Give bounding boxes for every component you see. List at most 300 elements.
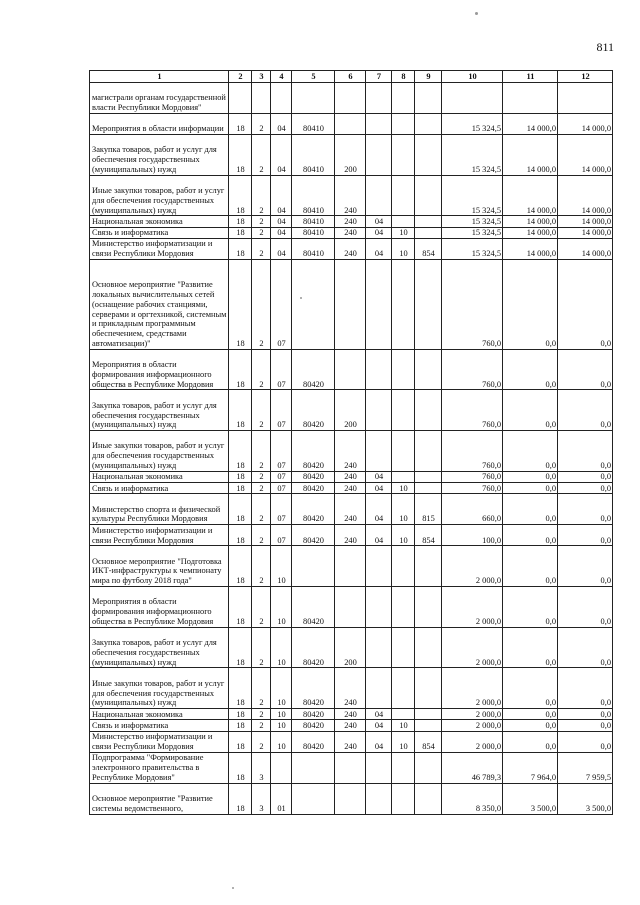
value-cell: 200 bbox=[335, 627, 366, 668]
value-cell: 3 500,0 bbox=[503, 783, 558, 814]
table-row bbox=[90, 134, 613, 175]
value-cell: 07 bbox=[271, 525, 292, 546]
value-cell: 760,0 bbox=[442, 390, 503, 431]
value-cell bbox=[558, 83, 613, 114]
column-header: 7 bbox=[366, 71, 392, 83]
table-body bbox=[90, 83, 613, 815]
value-cell bbox=[392, 83, 415, 114]
value-cell: 18 bbox=[229, 709, 252, 720]
value-cell: 2 bbox=[252, 546, 271, 587]
value-cell: 04 bbox=[366, 709, 392, 720]
value-cell: 10 bbox=[271, 587, 292, 628]
value-cell: 14 000,0 bbox=[503, 113, 558, 134]
row-name-cell: Мероприятия в области формирования информационного общества в Республике Мордовия bbox=[90, 349, 229, 390]
value-cell: 100,0 bbox=[442, 525, 503, 546]
value-cell bbox=[366, 783, 392, 814]
value-cell bbox=[366, 587, 392, 628]
table-row bbox=[90, 113, 613, 134]
value-cell bbox=[366, 83, 392, 114]
value-cell: 10 bbox=[392, 483, 415, 494]
column-header: 8 bbox=[392, 71, 415, 83]
value-cell: 2 bbox=[252, 494, 271, 525]
value-cell bbox=[366, 260, 392, 350]
value-cell: 240 bbox=[335, 238, 366, 259]
table-row bbox=[90, 260, 613, 350]
value-cell: 14 000,0 bbox=[558, 216, 613, 227]
value-cell: 2 bbox=[252, 587, 271, 628]
column-header: 2 bbox=[229, 71, 252, 83]
value-cell bbox=[392, 471, 415, 482]
value-cell: 15 324,5 bbox=[442, 227, 503, 238]
value-cell: 2 bbox=[252, 471, 271, 482]
column-header: 5 bbox=[292, 71, 335, 83]
value-cell: 18 bbox=[229, 216, 252, 227]
value-cell: 2 bbox=[252, 720, 271, 731]
value-cell bbox=[392, 390, 415, 431]
value-cell: 0,0 bbox=[503, 525, 558, 546]
value-cell bbox=[415, 627, 442, 668]
value-cell: 04 bbox=[366, 483, 392, 494]
scan-mark bbox=[475, 12, 478, 15]
value-cell: 240 bbox=[335, 720, 366, 731]
value-cell: 04 bbox=[271, 113, 292, 134]
value-cell bbox=[366, 349, 392, 390]
value-cell: 18 bbox=[229, 546, 252, 587]
value-cell: 15 324,5 bbox=[442, 175, 503, 216]
value-cell: 15 324,5 bbox=[442, 238, 503, 259]
value-cell bbox=[292, 752, 335, 783]
value-cell: 80410 bbox=[292, 216, 335, 227]
value-cell: 80420 bbox=[292, 720, 335, 731]
value-cell: 18 bbox=[229, 175, 252, 216]
value-cell: 760,0 bbox=[442, 349, 503, 390]
value-cell: 04 bbox=[271, 238, 292, 259]
table-row bbox=[90, 546, 613, 587]
value-cell: 0,0 bbox=[503, 668, 558, 709]
value-cell bbox=[366, 175, 392, 216]
page-number: 811 bbox=[596, 40, 614, 54]
value-cell: 80420 bbox=[292, 494, 335, 525]
value-cell: 07 bbox=[271, 494, 292, 525]
value-cell bbox=[366, 390, 392, 431]
value-cell bbox=[392, 546, 415, 587]
value-cell: 2 000,0 bbox=[442, 587, 503, 628]
value-cell bbox=[366, 752, 392, 783]
value-cell: 46 789,3 bbox=[442, 752, 503, 783]
value-cell: 80420 bbox=[292, 709, 335, 720]
table-row bbox=[90, 390, 613, 431]
budget-table bbox=[89, 70, 613, 815]
value-cell: 15 324,5 bbox=[442, 113, 503, 134]
table-row bbox=[90, 431, 613, 472]
value-cell: 2 bbox=[252, 709, 271, 720]
value-cell: 2 bbox=[252, 431, 271, 472]
value-cell: 18 bbox=[229, 627, 252, 668]
value-cell: 2 000,0 bbox=[442, 546, 503, 587]
value-cell bbox=[415, 431, 442, 472]
value-cell: 2 bbox=[252, 227, 271, 238]
value-cell: 0,0 bbox=[558, 260, 613, 350]
table-row bbox=[90, 709, 613, 720]
value-cell: 0,0 bbox=[503, 627, 558, 668]
value-cell: 04 bbox=[366, 720, 392, 731]
value-cell: 18 bbox=[229, 238, 252, 259]
value-cell: 10 bbox=[271, 668, 292, 709]
value-cell: 14 000,0 bbox=[558, 113, 613, 134]
value-cell: 0,0 bbox=[558, 587, 613, 628]
value-cell: 760,0 bbox=[442, 483, 503, 494]
value-cell bbox=[292, 83, 335, 114]
value-cell: 18 bbox=[229, 587, 252, 628]
row-name-cell: Национальная экономика bbox=[90, 709, 229, 720]
value-cell: 0,0 bbox=[558, 483, 613, 494]
value-cell: 7 959,5 bbox=[558, 752, 613, 783]
column-header: 12 bbox=[558, 71, 613, 83]
value-cell: 80410 bbox=[292, 134, 335, 175]
row-name-cell: Министерство информатизации и связи Республики Мордовия bbox=[90, 238, 229, 259]
row-name-cell: магистрали органам государственной власти Республики Мордовия" bbox=[90, 83, 229, 114]
row-name-cell: Национальная экономика bbox=[90, 216, 229, 227]
column-header: 10 bbox=[442, 71, 503, 83]
value-cell: 18 bbox=[229, 431, 252, 472]
row-name-cell: Связь и информатика bbox=[90, 720, 229, 731]
value-cell bbox=[366, 546, 392, 587]
row-name-cell: Иные закупки товаров, работ и услуг для обеспечения государственных (муниципальных) нужд bbox=[90, 175, 229, 216]
value-cell bbox=[252, 83, 271, 114]
value-cell: 80410 bbox=[292, 175, 335, 216]
value-cell: 14 000,0 bbox=[503, 227, 558, 238]
value-cell: 18 bbox=[229, 483, 252, 494]
value-cell: 0,0 bbox=[558, 525, 613, 546]
value-cell bbox=[335, 349, 366, 390]
value-cell: 10 bbox=[271, 709, 292, 720]
column-header: 9 bbox=[415, 71, 442, 83]
value-cell: 80420 bbox=[292, 431, 335, 472]
value-cell bbox=[415, 546, 442, 587]
value-cell: 0,0 bbox=[558, 668, 613, 709]
value-cell bbox=[392, 709, 415, 720]
row-name-cell: Министерство информатизации и связи Республики Мордовия bbox=[90, 731, 229, 752]
value-cell bbox=[392, 260, 415, 350]
value-cell: 80420 bbox=[292, 471, 335, 482]
table-row bbox=[90, 731, 613, 752]
value-cell: 80420 bbox=[292, 483, 335, 494]
value-cell bbox=[415, 227, 442, 238]
value-cell: 0,0 bbox=[558, 390, 613, 431]
value-cell bbox=[392, 175, 415, 216]
value-cell: 04 bbox=[366, 227, 392, 238]
value-cell: 2 bbox=[252, 525, 271, 546]
value-cell bbox=[503, 83, 558, 114]
value-cell: 18 bbox=[229, 752, 252, 783]
value-cell: 815 bbox=[415, 494, 442, 525]
value-cell: 18 bbox=[229, 349, 252, 390]
column-header: 3 bbox=[252, 71, 271, 83]
value-cell: 200 bbox=[335, 390, 366, 431]
value-cell: 3 bbox=[252, 752, 271, 783]
value-cell: 760,0 bbox=[442, 471, 503, 482]
value-cell: 04 bbox=[366, 238, 392, 259]
value-cell: 14 000,0 bbox=[558, 175, 613, 216]
value-cell bbox=[415, 216, 442, 227]
row-name-cell: Министерство спорта и физической культуры Республики Мордовия bbox=[90, 494, 229, 525]
value-cell: 0,0 bbox=[558, 349, 613, 390]
value-cell: 240 bbox=[335, 483, 366, 494]
row-name-cell: Мероприятия в области информации bbox=[90, 113, 229, 134]
value-cell: 240 bbox=[335, 175, 366, 216]
row-name-cell: Основное мероприятие "Развитие локальных вычислительных сетей (оснащение рабочих станциями, серверами и оргтехникой, системным и прикладным программным обеспечением, средствами автоматизации)" bbox=[90, 260, 229, 350]
value-cell: 80420 bbox=[292, 349, 335, 390]
table-row bbox=[90, 525, 613, 546]
value-cell: 07 bbox=[271, 349, 292, 390]
value-cell: 2 bbox=[252, 349, 271, 390]
value-cell: 2 bbox=[252, 134, 271, 175]
value-cell bbox=[392, 752, 415, 783]
value-cell: 10 bbox=[392, 227, 415, 238]
value-cell bbox=[271, 83, 292, 114]
table-row bbox=[90, 783, 613, 814]
value-cell: 0,0 bbox=[503, 587, 558, 628]
value-cell bbox=[335, 587, 366, 628]
value-cell: 04 bbox=[271, 175, 292, 216]
value-cell bbox=[415, 668, 442, 709]
value-cell: 760,0 bbox=[442, 260, 503, 350]
value-cell: 240 bbox=[335, 731, 366, 752]
value-cell: 18 bbox=[229, 227, 252, 238]
value-cell: 18 bbox=[229, 731, 252, 752]
value-cell bbox=[392, 216, 415, 227]
table-row bbox=[90, 227, 613, 238]
value-cell bbox=[415, 113, 442, 134]
value-cell: 04 bbox=[366, 494, 392, 525]
value-cell: 10 bbox=[271, 731, 292, 752]
row-name-cell: Закупка товаров, работ и услуг для обеспечения государственных (муниципальных) нужд bbox=[90, 134, 229, 175]
value-cell bbox=[366, 431, 392, 472]
column-header: 4 bbox=[271, 71, 292, 83]
value-cell bbox=[366, 113, 392, 134]
value-cell: 3 bbox=[252, 783, 271, 814]
value-cell: 2 bbox=[252, 390, 271, 431]
value-cell bbox=[415, 471, 442, 482]
value-cell bbox=[271, 752, 292, 783]
value-cell: 0,0 bbox=[503, 546, 558, 587]
value-cell bbox=[392, 113, 415, 134]
value-cell bbox=[392, 134, 415, 175]
value-cell: 2 000,0 bbox=[442, 627, 503, 668]
value-cell: 854 bbox=[415, 238, 442, 259]
value-cell bbox=[392, 587, 415, 628]
value-cell bbox=[335, 546, 366, 587]
value-cell bbox=[415, 175, 442, 216]
value-cell: 04 bbox=[271, 227, 292, 238]
table-row bbox=[90, 216, 613, 227]
value-cell: 0,0 bbox=[503, 349, 558, 390]
value-cell bbox=[392, 431, 415, 472]
value-cell bbox=[415, 587, 442, 628]
value-cell bbox=[392, 783, 415, 814]
column-header: 11 bbox=[503, 71, 558, 83]
value-cell: 04 bbox=[366, 731, 392, 752]
value-cell: 07 bbox=[271, 390, 292, 431]
value-cell bbox=[229, 83, 252, 114]
value-cell bbox=[292, 783, 335, 814]
value-cell: 200 bbox=[335, 134, 366, 175]
value-cell bbox=[415, 83, 442, 114]
value-cell: 2 bbox=[252, 238, 271, 259]
table-row bbox=[90, 720, 613, 731]
value-cell: 07 bbox=[271, 260, 292, 350]
value-cell bbox=[335, 113, 366, 134]
value-cell: 0,0 bbox=[503, 471, 558, 482]
value-cell bbox=[292, 546, 335, 587]
value-cell: 04 bbox=[271, 216, 292, 227]
value-cell bbox=[392, 349, 415, 390]
value-cell: 2 bbox=[252, 731, 271, 752]
value-cell: 80420 bbox=[292, 627, 335, 668]
value-cell: 240 bbox=[335, 216, 366, 227]
value-cell: 04 bbox=[366, 216, 392, 227]
value-cell: 0,0 bbox=[503, 731, 558, 752]
value-cell: 240 bbox=[335, 494, 366, 525]
value-cell: 14 000,0 bbox=[503, 238, 558, 259]
row-name-cell: Иные закупки товаров, работ и услуг для обеспечения государственных (муниципальных) нужд bbox=[90, 431, 229, 472]
value-cell bbox=[415, 752, 442, 783]
value-cell bbox=[366, 668, 392, 709]
value-cell: 2 bbox=[252, 175, 271, 216]
value-cell: 80420 bbox=[292, 390, 335, 431]
value-cell bbox=[366, 627, 392, 668]
value-cell: 04 bbox=[271, 134, 292, 175]
value-cell: 80420 bbox=[292, 587, 335, 628]
value-cell: 240 bbox=[335, 471, 366, 482]
value-cell: 10 bbox=[392, 731, 415, 752]
table-row bbox=[90, 494, 613, 525]
row-name-cell: Иные закупки товаров, работ и услуг для обеспечения государственных (муниципальных) нужд bbox=[90, 668, 229, 709]
value-cell: 2 bbox=[252, 216, 271, 227]
value-cell: 07 bbox=[271, 483, 292, 494]
value-cell: 15 324,5 bbox=[442, 216, 503, 227]
value-cell: 240 bbox=[335, 525, 366, 546]
value-cell: 07 bbox=[271, 431, 292, 472]
value-cell: 10 bbox=[392, 238, 415, 259]
value-cell: 3 500,0 bbox=[558, 783, 613, 814]
value-cell: 854 bbox=[415, 731, 442, 752]
row-name-cell: Мероприятия в области формирования информационного общества в Республике Мордовия bbox=[90, 587, 229, 628]
value-cell: 0,0 bbox=[558, 471, 613, 482]
value-cell: 0,0 bbox=[503, 709, 558, 720]
value-cell: 18 bbox=[229, 720, 252, 731]
value-cell: 10 bbox=[392, 720, 415, 731]
value-cell: 18 bbox=[229, 471, 252, 482]
value-cell bbox=[415, 483, 442, 494]
value-cell: 14 000,0 bbox=[503, 175, 558, 216]
value-cell: 04 bbox=[366, 471, 392, 482]
value-cell: 0,0 bbox=[503, 260, 558, 350]
scan-mark bbox=[300, 297, 302, 299]
value-cell: 2 000,0 bbox=[442, 668, 503, 709]
value-cell bbox=[415, 783, 442, 814]
value-cell: 04 bbox=[366, 525, 392, 546]
row-name-cell: Национальная экономика bbox=[90, 471, 229, 482]
value-cell bbox=[335, 260, 366, 350]
value-cell: 0,0 bbox=[558, 731, 613, 752]
value-cell: 18 bbox=[229, 494, 252, 525]
value-cell bbox=[335, 783, 366, 814]
row-name-cell: Закупка товаров, работ и услуг для обеспечения государственных (муниципальных) нужд bbox=[90, 627, 229, 668]
value-cell: 01 bbox=[271, 783, 292, 814]
value-cell: 240 bbox=[335, 227, 366, 238]
value-cell bbox=[415, 709, 442, 720]
value-cell: 14 000,0 bbox=[558, 134, 613, 175]
value-cell: 18 bbox=[229, 113, 252, 134]
table-row bbox=[90, 587, 613, 628]
value-cell bbox=[415, 260, 442, 350]
value-cell: 80420 bbox=[292, 525, 335, 546]
value-cell: 2 bbox=[252, 627, 271, 668]
row-name-cell: Закупка товаров, работ и услуг для обеспечения государственных (муниципальных) нужд bbox=[90, 390, 229, 431]
value-cell: 10 bbox=[271, 720, 292, 731]
value-cell: 14 000,0 bbox=[503, 134, 558, 175]
value-cell: 0,0 bbox=[558, 709, 613, 720]
value-cell bbox=[392, 627, 415, 668]
value-cell: 15 324,5 bbox=[442, 134, 503, 175]
value-cell: 0,0 bbox=[503, 431, 558, 472]
value-cell: 240 bbox=[335, 709, 366, 720]
value-cell: 10 bbox=[392, 525, 415, 546]
value-cell: 240 bbox=[335, 668, 366, 709]
value-cell: 0,0 bbox=[503, 390, 558, 431]
value-cell: 0,0 bbox=[558, 494, 613, 525]
value-cell: 0,0 bbox=[558, 546, 613, 587]
value-cell: 10 bbox=[392, 494, 415, 525]
value-cell: 80420 bbox=[292, 731, 335, 752]
value-cell: 80410 bbox=[292, 227, 335, 238]
table-row bbox=[90, 627, 613, 668]
value-cell: 2 000,0 bbox=[442, 720, 503, 731]
value-cell: 18 bbox=[229, 668, 252, 709]
header-row bbox=[90, 71, 613, 83]
scan-mark bbox=[232, 887, 234, 889]
value-cell: 18 bbox=[229, 260, 252, 350]
row-name-cell: Основное мероприятие "Развитие системы ведомственного, bbox=[90, 783, 229, 814]
value-cell: 7 964,0 bbox=[503, 752, 558, 783]
value-cell: 07 bbox=[271, 471, 292, 482]
value-cell: 760,0 bbox=[442, 431, 503, 472]
column-header: 1 bbox=[90, 71, 229, 83]
row-name-cell: Связь и информатика bbox=[90, 483, 229, 494]
value-cell: 18 bbox=[229, 134, 252, 175]
value-cell bbox=[415, 390, 442, 431]
value-cell: 2 bbox=[252, 113, 271, 134]
value-cell: 240 bbox=[335, 431, 366, 472]
value-cell: 10 bbox=[271, 546, 292, 587]
value-cell: 18 bbox=[229, 783, 252, 814]
value-cell: 660,0 bbox=[442, 494, 503, 525]
value-cell: 8 350,0 bbox=[442, 783, 503, 814]
value-cell: 2 000,0 bbox=[442, 731, 503, 752]
value-cell: 80410 bbox=[292, 113, 335, 134]
table-row bbox=[90, 175, 613, 216]
value-cell bbox=[335, 752, 366, 783]
table-row bbox=[90, 238, 613, 259]
value-cell bbox=[366, 134, 392, 175]
table-row bbox=[90, 471, 613, 482]
row-name-cell: Подпрограмма "Формирование электронного правительства в Республике Мордовия" bbox=[90, 752, 229, 783]
value-cell: 2 bbox=[252, 668, 271, 709]
value-cell: 80420 bbox=[292, 668, 335, 709]
table-row bbox=[90, 349, 613, 390]
table-row bbox=[90, 83, 613, 114]
